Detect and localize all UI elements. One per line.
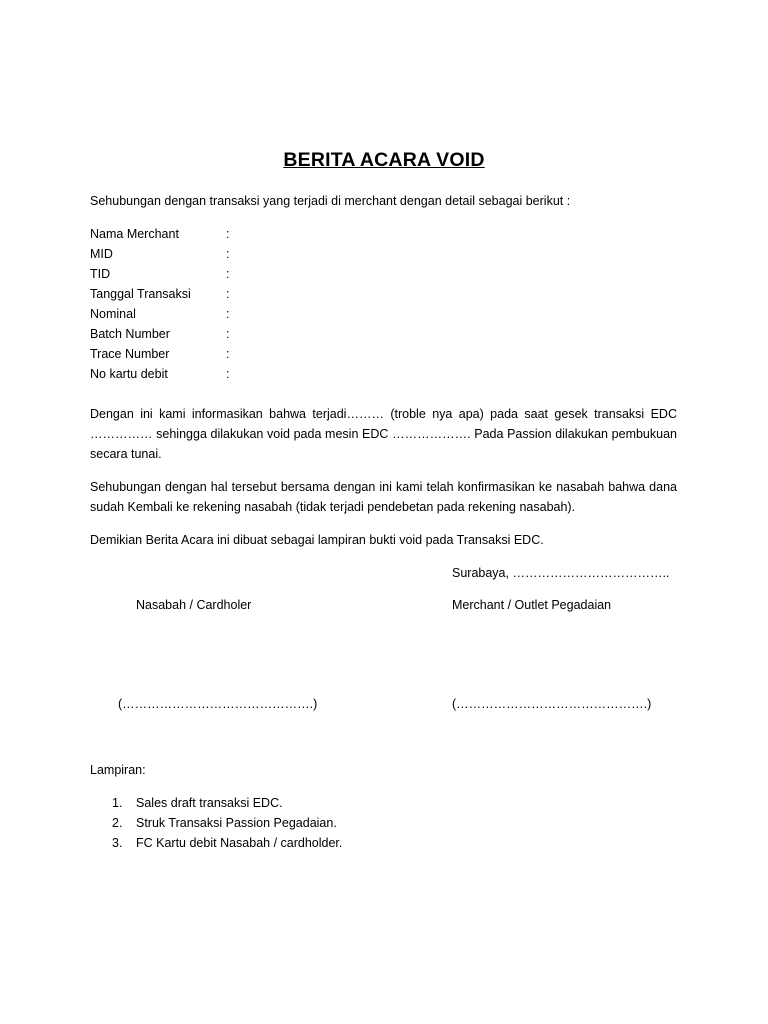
paragraph-confirmation [90,477,677,517]
paragraph-line: Sehubungan dengan hal tersebut bersama dengan ini kami telah konfirmasikan ke nasabah bahwa dana [90,480,677,494]
document-title: BERITA ACARA VOID [283,149,485,171]
field-label: Nama Merchant [90,227,179,241]
list-text: Sales draft transaksi EDC. [136,796,283,810]
field-colon: : [226,367,230,381]
paragraph-line: secara tunai. [90,447,162,461]
signature-left-label: Nasabah / Cardholer [136,598,252,612]
field-colon: : [226,347,230,361]
signature-left-line: (……………………………………….) [118,697,318,711]
field-label: Batch Number [90,327,170,341]
field-label: TID [90,267,111,281]
paragraph-line: Dengan ini kami informasikan bahwa terjadi……… (troble nya apa) pada saat gesek transaksi EDC [90,407,677,421]
field-colon: : [226,327,230,341]
list-number: 2. [112,816,123,830]
signature-right-line: (……………………………………….) [452,697,652,711]
list-number: 1. [112,796,123,810]
field-label: Trace Number [90,347,170,361]
paragraph-closing: Demikian Berita Acara ini dibuat sebagai lampiran bukti void pada Transaksi EDC. [90,533,544,547]
field-label: Tanggal Transaksi [90,287,191,301]
signature-right-label: Merchant / Outlet Pegadaian [452,598,612,612]
attachments-heading: Lampiran: [90,763,146,777]
field-colon: : [226,287,230,301]
paragraph-line: sudah Kembali ke rekening nasabah (tidak terjadi pendebetan pada rekening nasabah). [90,500,576,514]
field-colon: : [226,307,230,321]
list-text: Struk Transaksi Passion Pegadaian. [136,816,337,830]
field-label: No kartu debit [90,367,168,381]
field-label: Nominal [90,307,136,321]
field-colon: : [226,267,230,281]
paragraph-line: …………… sehingga dilakukan void pada mesin EDC ………………. Pada Passion dilakukan pembukuan [90,427,677,441]
list-text: FC Kartu debit Nasabah / cardholder. [136,836,343,850]
city-date: Surabaya, ……………………………….. [452,566,670,580]
field-colon: : [226,247,230,261]
paragraph-incident [90,404,677,464]
field-label: MID [90,247,113,261]
field-colon: : [226,227,230,241]
intro-text: Sehubungan dengan transaksi yang terjadi di merchant dengan detail sebagai berikut : [90,194,571,208]
list-number: 3. [112,836,123,850]
